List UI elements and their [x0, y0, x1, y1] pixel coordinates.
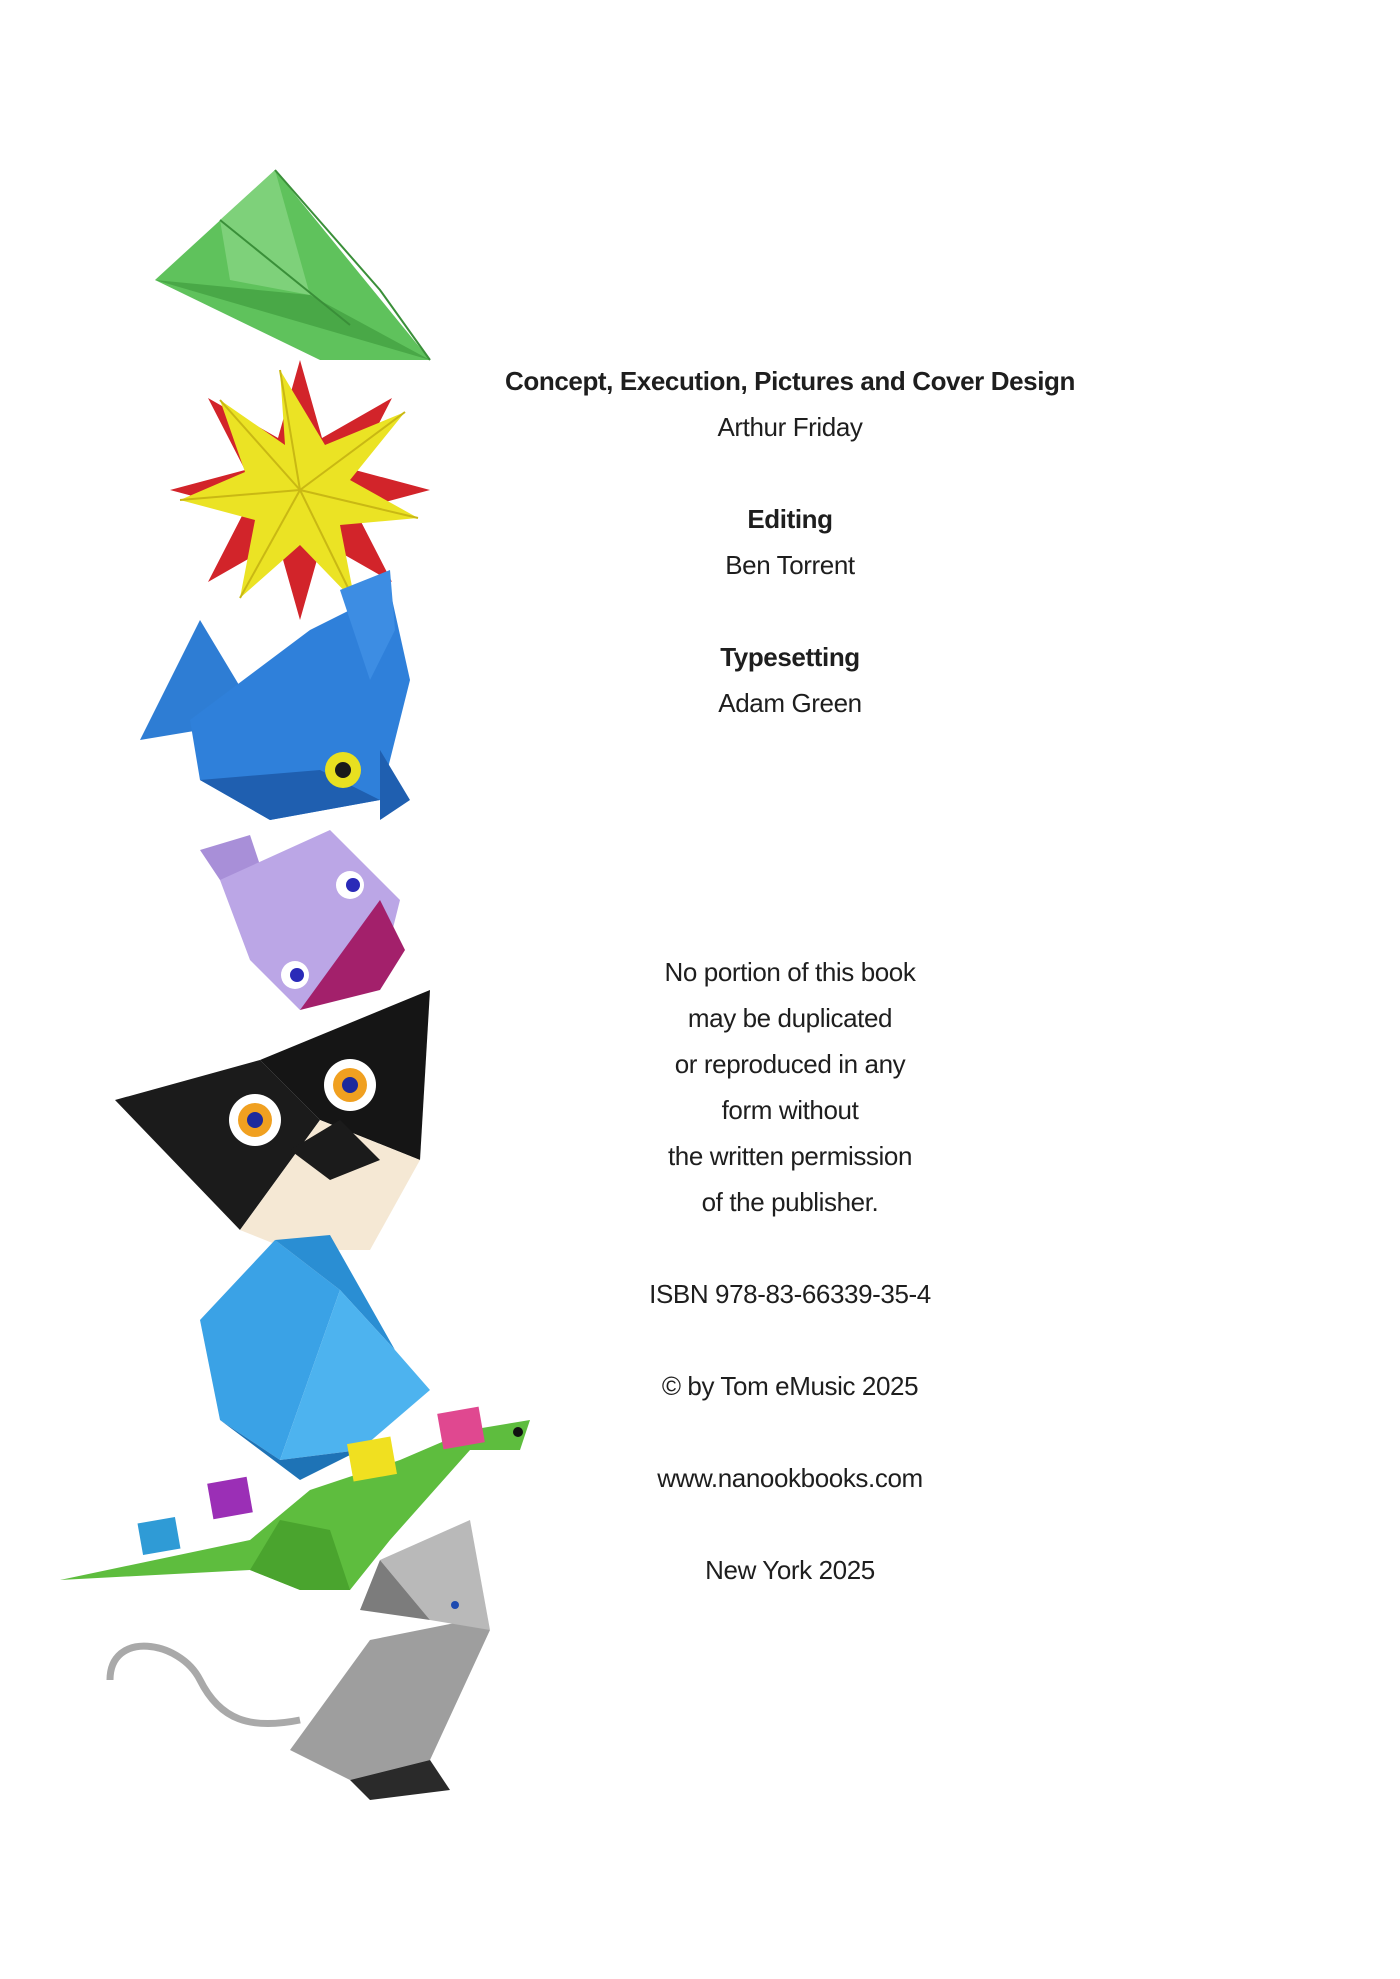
notice-line: No portion of this book: [664, 957, 916, 987]
isbn: ISBN 978-83-66339-35-4: [649, 1279, 931, 1309]
place-year: New York 2025: [705, 1555, 875, 1585]
typesetting-name: Adam Green: [718, 688, 862, 718]
notice-line: may be duplicated: [687, 1003, 893, 1033]
credits-block: [480, 358, 1100, 726]
website: www.nanookbooks.com: [657, 1463, 923, 1493]
editing-heading: Editing: [747, 504, 833, 534]
notice-line: or reproduced in any: [674, 1049, 906, 1079]
concept-name: Arthur Friday: [717, 412, 863, 442]
editing-name: Ben Torrent: [725, 550, 855, 580]
star-figure: [170, 360, 430, 620]
purple-fish-figure: [200, 830, 405, 1010]
concept-heading: Concept, Execution, Pictures and Cover Design: [504, 366, 1076, 396]
fortune-teller-figure: [200, 1235, 430, 1480]
notice-line: the written permission: [667, 1141, 913, 1171]
copyright: © by Tom eMusic 2025: [661, 1371, 919, 1401]
typesetting-heading: Typesetting: [720, 642, 860, 672]
notice-line: of the publisher.: [701, 1187, 879, 1217]
notice-line: form without: [721, 1095, 859, 1125]
paper-airplane-figure: [155, 170, 430, 360]
owl-figure: [115, 990, 430, 1250]
legal-block: [480, 949, 1100, 1593]
blue-fish-figure: [140, 570, 410, 820]
